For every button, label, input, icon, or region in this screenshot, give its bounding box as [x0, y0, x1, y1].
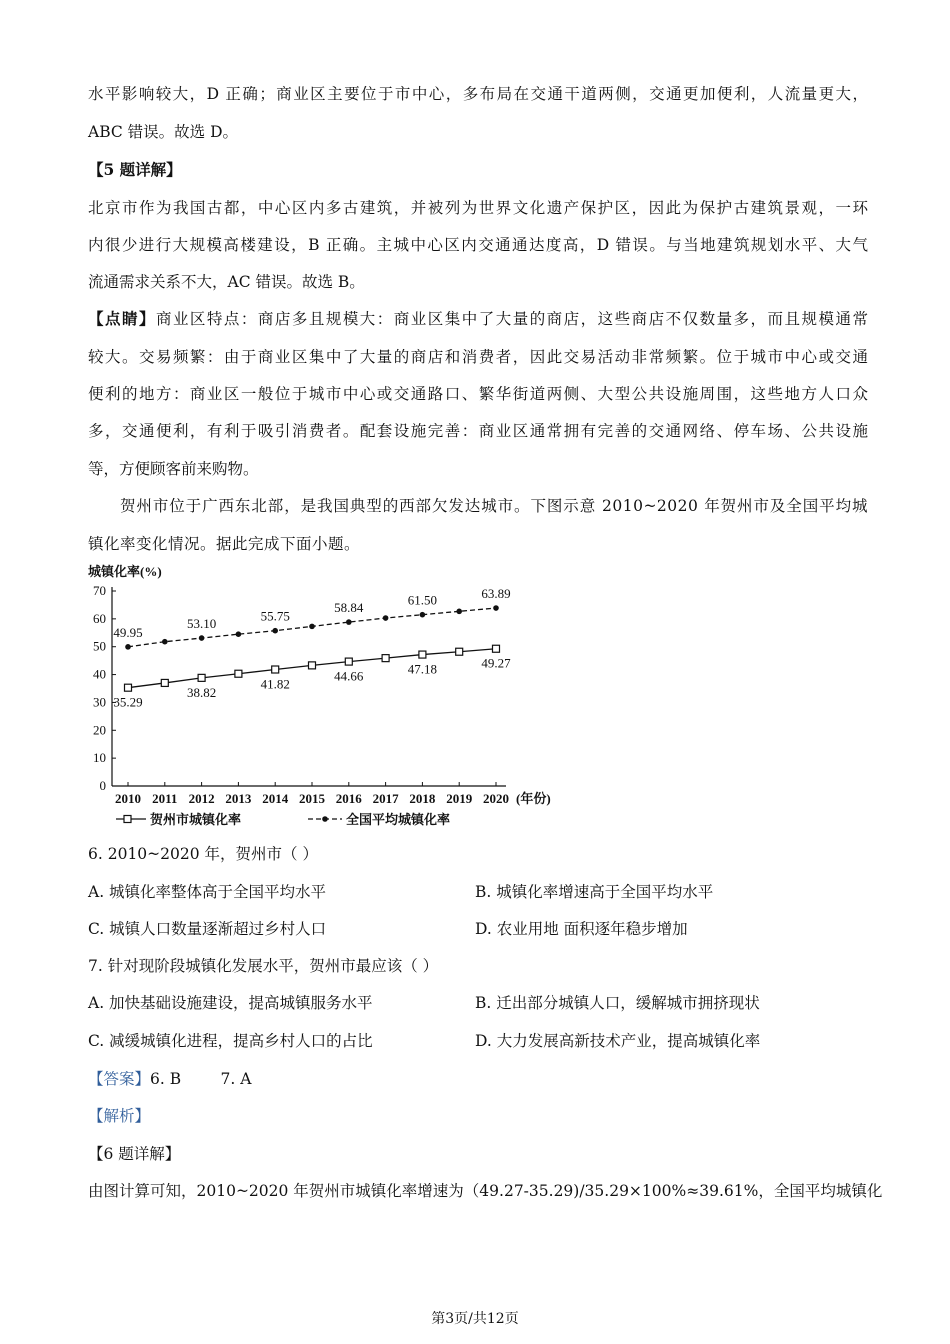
page-footer: 第3页/共12页 — [431, 1311, 519, 1327]
y-axis-title: 城镇化率(%) — [88, 564, 162, 579]
tip-text: 商业区特点：商店多且规模大：商业区集中了大量的商店，这些商店不仅数量多，而且规模通常 — [155, 310, 868, 328]
analysis-label: 【解析】 — [88, 1107, 151, 1125]
data-label: 35.29 — [113, 694, 143, 710]
paragraph-line: 便利的地方：商业区一般位于城市中心或交通路口、繁华街道两侧、大型公共设施周围，这些地方人口众 — [88, 385, 868, 403]
data-label: 55.75 — [260, 608, 290, 624]
data-point — [346, 619, 352, 625]
data-point — [161, 679, 168, 686]
x-tick-label: 2016 — [335, 791, 362, 806]
paragraph-line: 水平影响较大，D 正确；商业区主要位于市中心，多布局在交通干道两侧，交通更加便利，人流量更大， — [88, 85, 868, 103]
data-point — [125, 684, 132, 691]
data-point — [493, 605, 499, 611]
tip-paragraph — [88, 307, 868, 329]
x-tick-label: 2017 — [372, 791, 399, 806]
option-7a: A. 加快基础设施建设，提高城镇服务水平 — [88, 994, 373, 1012]
data-point — [272, 666, 279, 673]
option-7d: D. 大力发展高新技术产业，提高城镇化率 — [475, 1032, 761, 1050]
answer-label: 【答案】 — [88, 1070, 151, 1088]
legend-label: 贺州市城镇化率 — [150, 812, 242, 827]
x-tick-label: 2020 — [483, 791, 509, 806]
x-axis-title: (年份) — [516, 791, 551, 806]
option-7b: B. 迁出部分城镇人口，缓解城市拥挤现状 — [475, 994, 760, 1012]
paragraph-line: 内很少进行大规模高楼建设，B 正确。主城中心区内交通通达度高，D 错误。与当地建筑规划水平、大气 — [88, 236, 868, 254]
paragraph-line: 北京市作为我国古都，中心区内多古建筑，并被列为世界文化遗产保护区，因此为保护古建筑景观，一环 — [88, 199, 868, 217]
paragraph-line: 由图计算可知，2010~2020 年贺州市城镇化率增速为（49.27-35.29)/35.29×100%≈39.61%，全国平均城镇化 — [88, 1182, 883, 1200]
data-point — [309, 624, 315, 630]
paragraph-line: ABC 错误。故选 D。 — [88, 123, 239, 141]
y-tick-label: 30 — [93, 694, 106, 710]
section-heading: 【6 题详解】 — [88, 1145, 181, 1163]
data-label: 44.66 — [334, 668, 364, 684]
intro-line: 镇化率变化情况。据此完成下面小题。 — [88, 535, 361, 553]
option-7c: C. 减缓城镇化进程，提高乡村人口的占比 — [88, 1032, 373, 1050]
option-6b: B. 城镇化率增速高于全国平均水平 — [475, 883, 714, 901]
intro-line: 贺州市位于广西东北部，是我国典型的西部欠发达城市。下图示意 2010~2020 年贺州市及全国平均城 — [120, 497, 868, 515]
data-label: 61.50 — [407, 592, 438, 608]
option-6c: C. 城镇人口数量逐渐超过乡村人口 — [88, 920, 327, 938]
data-point — [162, 639, 168, 645]
data-label: 58.84 — [334, 600, 364, 616]
data-point — [345, 658, 352, 665]
data-label: 41.82 — [260, 676, 290, 692]
data-point — [236, 631, 242, 637]
question-7-stem: 7. 针对现阶段城镇化发展水平，贺州市最应该（ ） — [88, 957, 439, 975]
paragraph-line: 等，方便顾客前来购物。 — [88, 460, 259, 478]
paragraph-line: 多，交通便利，有利于吸引消费者。配套设施完善：商业区通常拥有完善的交通网络、停车场、公共设施 — [88, 422, 868, 440]
y-tick-label: 60 — [93, 610, 106, 626]
data-point — [456, 609, 462, 615]
data-label: 53.10 — [186, 616, 217, 632]
data-point — [272, 628, 278, 634]
legend-marker-hezhou — [124, 816, 131, 823]
data-label: 38.82 — [186, 684, 217, 700]
x-tick-label: 2019 — [446, 791, 473, 806]
data-point — [199, 635, 205, 641]
data-label: 49.95 — [113, 624, 143, 640]
legend-marker-national — [322, 816, 328, 822]
legend-label: 全国平均城镇化率 — [346, 812, 451, 827]
y-tick-label: 40 — [93, 666, 106, 682]
y-tick-label: 10 — [93, 750, 106, 766]
section-heading: 【5 题详解】 — [88, 160, 182, 179]
data-point — [419, 651, 426, 658]
data-point — [420, 612, 426, 618]
y-tick-label: 0 — [99, 778, 106, 793]
data-label: 63.89 — [481, 586, 511, 602]
data-point — [456, 648, 463, 655]
data-point — [383, 615, 389, 621]
option-6a: A. 城镇化率整体高于全国平均水平 — [88, 883, 327, 901]
data-label: 49.27 — [481, 655, 511, 671]
y-tick-label: 70 — [93, 583, 106, 598]
answer-text: 6. B 7. A — [150, 1070, 252, 1088]
y-tick-label: 20 — [93, 722, 106, 738]
data-point — [235, 670, 242, 677]
tip-heading: 【点睛】 — [88, 309, 156, 328]
x-tick-label: 2011 — [152, 791, 178, 806]
paragraph-line: 较大。交易频繁：由于商业区集中了大量的商店和消费者，因此交易活动非常频繁。位于城市中心或交通 — [88, 348, 868, 366]
data-point — [198, 674, 205, 681]
data-point — [309, 662, 316, 669]
y-tick-label: 50 — [93, 638, 106, 654]
answer-line — [88, 1067, 251, 1089]
paragraph-line: 流通需求关系不大，AC 错误。故选 B。 — [88, 273, 365, 291]
data-point — [382, 655, 389, 662]
option-6d: D. 农业用地 面积逐年稳步增加 — [475, 920, 688, 938]
x-tick-label: 2014 — [262, 791, 289, 806]
x-tick-label: 2010 — [115, 791, 141, 806]
x-tick-label: 2015 — [299, 791, 325, 806]
x-tick-label: 2013 — [225, 791, 252, 806]
x-tick-label: 2018 — [409, 791, 436, 806]
data-point — [125, 644, 131, 650]
urbanization-line-chart — [80, 560, 560, 832]
x-tick-label: 2012 — [188, 791, 215, 806]
question-6-stem: 6. 2010~2020 年，贺州市（ ） — [88, 845, 318, 863]
data-label: 47.18 — [407, 661, 438, 677]
data-point — [493, 645, 500, 652]
